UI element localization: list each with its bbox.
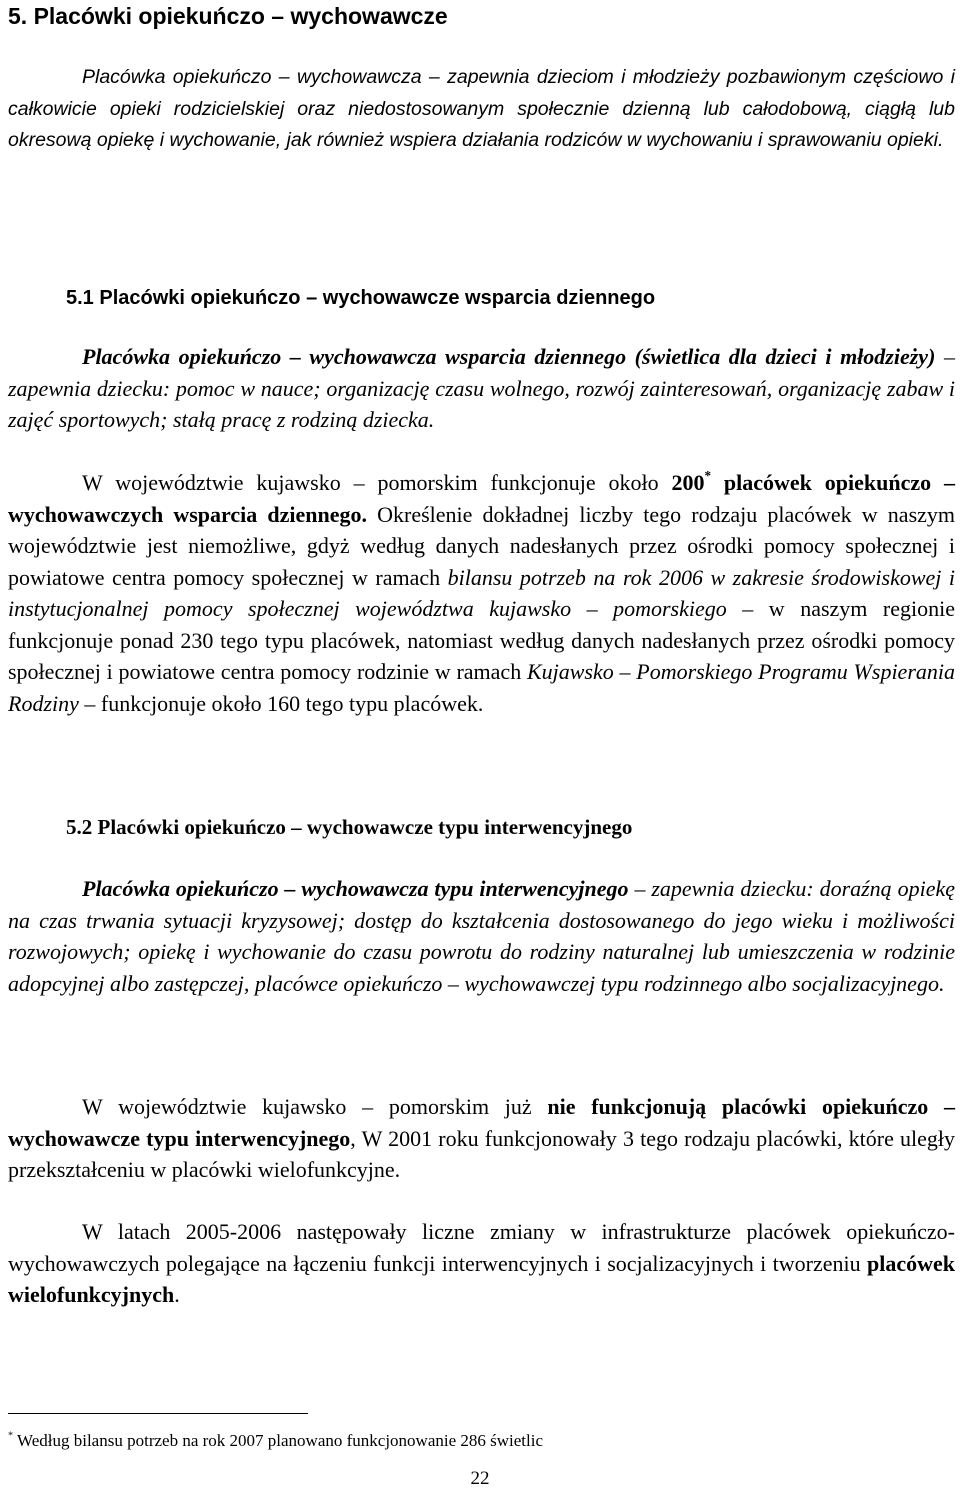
section-5-intro bbox=[8, 62, 955, 157]
bold-text: nie funkcjonują placówki opiekuńczo – wychowawcze typu interwencyjnego bbox=[8, 1094, 956, 1151]
page-number: 22 bbox=[470, 1468, 490, 1489]
section-5-2-definition bbox=[8, 873, 955, 999]
footnote-text: Według bilansu potrzeb na rok 2007 planowano funkcjonowanie 286 świetlic bbox=[13, 1431, 544, 1450]
italic-text: bilansu potrzeb na rok 2006 w zakresie środowiskowej i instytucjonalnej pomocy społecznej województwa kujawsko – pomorskiego – bbox=[8, 564, 956, 621]
definition-term: Placówka opiekuńczo – wychowawcza wsparcia dziennego (świetlica dla dzieci i młodzieży) bbox=[82, 344, 936, 369]
paragraph-text: w naszym regionie funkcjonuje ponad 230 tego typu placówek, natomiast według danych nadesłanych przez ośrodki pomocy społecznej i powiatowe centra pomocy rodzinie w ramach bbox=[8, 596, 955, 684]
bold-text: placówek opiekuńczo – wychowawczych wsparcia dziennego. bbox=[8, 470, 955, 527]
paragraph-text: funkcjonuje około 160 tego typu placówek. bbox=[95, 690, 484, 716]
paragraph-text: W latach 2005-2006 następowały liczne zmiany w infrastrukturze placówek opiekuńczo-wychowawczych polegające na łączeniu funkcji interwencyjnych i socjalizacyjnych i tworzeniu bbox=[8, 1219, 955, 1276]
section-5-1-paragraph bbox=[8, 467, 955, 719]
section-5-heading: 5. Placówki opiekuńczo – wychowawcze bbox=[8, 3, 448, 29]
facility-count: 200 bbox=[671, 470, 705, 495]
paragraph-text: . bbox=[174, 1282, 180, 1307]
footnote bbox=[8, 1430, 543, 1452]
definition-term: Placówka opiekuńczo – wychowawcza typu interwencyjnego bbox=[82, 876, 629, 901]
footnote-separator bbox=[8, 1413, 308, 1414]
definition-text: – zapewnia dziecku: pomoc w nauce; organizację czasu wolnego, rozwój zainteresowań, organizację zabaw i zajęć sportowych; stałą pracę z rodziną dziecka. bbox=[8, 344, 955, 432]
paragraph-text: W województwie kujawsko – pomorskim już bbox=[82, 1094, 548, 1119]
paragraph-text: Określenie dokładnej liczby tego rodzaju placówek w naszym województwie jest niemożliwe, gdyż według danych nadesłanych przez ośrodki pomocy społecznej i powiatowe centra pomocy społecznej w ramach bbox=[8, 501, 956, 590]
section-5-2-paragraph bbox=[8, 1091, 955, 1186]
footnote-mark: * bbox=[8, 1430, 14, 1442]
section-5-1-heading: 5.1 Placówki opiekuńczo – wychowawcze wsparcia dziennego bbox=[66, 287, 656, 309]
definition-text: – zapewnia dziecku: doraźną opiekę na czas trwania sytuacji kryzysowej; dostęp do kształcenia dostosowanego do jego wieku i możliwości rozwojowych; opiekę i wychowanie do czasu powrotu do rodziny naturalnej lub umieszczenia w rodzinie adopcyjnej albo zastępczej, placówce opiekuńczo – wychowawczej typu rodzinnego albo socjalizacyjnego. bbox=[8, 876, 955, 996]
intro-term: Placówka opiekuńczo – wychowawcza bbox=[82, 66, 422, 88]
section-5-1-definition bbox=[8, 341, 955, 436]
paragraph-text: W województwie kujawsko – pomorskim funkcjonuje około bbox=[82, 470, 672, 495]
section-5-2-paragraph-2 bbox=[8, 1216, 955, 1311]
intro-text: – zapewnia dzieciom i młodzieży pozbawionym częściowo i całkowicie opieki rodzicielskiej oraz niedostosowanym społecznie dzienną lub całodobową, ciągłą lub okresową opiekę i wychowanie, jak również wspiera działania rodziców w wychowaniu i sprawowaniu opieki. bbox=[8, 66, 955, 151]
section-5-2-heading: 5.2 Placówki opiekuńczo – wychowawcze typu interwencyjnego bbox=[66, 815, 633, 839]
footnote-marker: * bbox=[704, 468, 712, 484]
paragraph-text: , W 2001 roku funkcjonowały 3 tego rodzaju placówki, które uległy przekształceniu w placówki wielofunkcyjne. bbox=[8, 1125, 955, 1182]
italic-text: Kujawsko – Pomorskiego Programu Wspierania Rodziny – bbox=[8, 659, 956, 716]
bold-text: placówek wielofunkcyjnych bbox=[8, 1250, 955, 1307]
